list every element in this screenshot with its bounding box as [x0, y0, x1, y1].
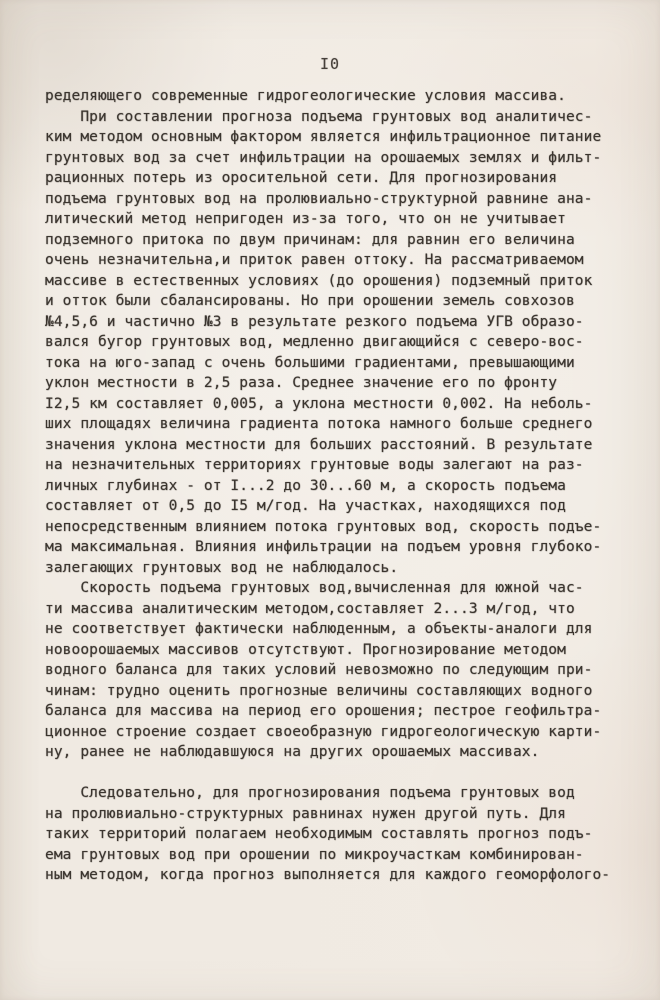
- page-text-block: [45, 86, 620, 886]
- text-line: очень незначительна,и приток равен оттоку. На рассматриваемом: [45, 252, 584, 268]
- text-line: составляет от 0,5 до I5 м/год. На участках, находящихся под: [45, 498, 566, 514]
- text-line: грунтовых вод за счет инфильтрации на орошаемых землях и фильт-: [45, 149, 602, 166]
- text-line: Скорость подъема грунтовых вод,вычисленная для южной час-: [45, 580, 584, 596]
- text-line: литический метод непригоден из-за того, что он не учитывает: [45, 211, 566, 227]
- text-line: водного баланса для таких условий невозможно по следующим при-: [45, 662, 593, 678]
- text-line: залегающих грунтовых вод не наблюдалось.: [45, 559, 399, 576]
- text-line: новоорошаемых массивов отсутствуют. Прогнозирование методом: [45, 641, 566, 658]
- paragraph-continuation: [45, 86, 620, 107]
- text-line: ределяющего современные гидрогеологические условия массива.: [45, 88, 566, 104]
- text-line: рационных потерь из оросительной сети. Для прогнозирования: [45, 170, 558, 186]
- text-line: баланса для массива на период его орошения; пестрое геофильтра-: [45, 703, 602, 719]
- text-line: ших площадях величина градиента потока намного больше среднего: [45, 416, 593, 432]
- text-line: массиве в естественных условиях (до орошения) подземный приток: [45, 272, 593, 289]
- text-line: ти массива аналитическим методом,составляет 2...3 м/год, что: [45, 600, 575, 617]
- text-line: ма максимальная. Влияния инфильтрации на подъем уровня глубоко-: [45, 539, 602, 555]
- text-line: чинам: трудно оценить прогнозные величины составляющих водного: [45, 682, 593, 699]
- text-line: непосредственным влиянием потока грунтовых вод, скорость подъе-: [45, 518, 602, 535]
- paragraph-spacer: [45, 763, 620, 784]
- text-line: на пролювиально-структурных равнинах нужен другой путь. Для: [45, 805, 566, 822]
- text-line: ционное строение создает своеобразную гидрогеологическую карти-: [45, 723, 602, 740]
- text-line: личных глубинах - от I...2 до 30...60 м, а скорость подъема: [45, 477, 566, 494]
- paragraph-conclusion: [45, 783, 620, 886]
- text-line: подземного притока по двум причинам: для равнин его величина: [45, 231, 575, 248]
- text-line: [45, 763, 620, 784]
- text-line: ну, ранее не наблюдавшуюся на других орошаемых массивах.: [45, 744, 540, 760]
- text-line: ким методом основным фактором является инфильтрационное питание: [45, 129, 602, 145]
- text-line: I2,5 км составляет 0,005, а уклона местности 0,002. На неболь-: [45, 395, 593, 412]
- text-line: подъема грунтовых вод на пролювиально-структурной равнине ана-: [45, 190, 593, 207]
- text-line: не соответствует фактически наблюденным, а объекты-аналоги для: [45, 621, 593, 637]
- text-line: №4,5,6 и частично №3 в результате резкого подъема УГВ образо-: [45, 313, 584, 330]
- text-line: тока на юго-запад с очень большими градиентами, превышающими: [45, 354, 575, 371]
- text-line: таких территорий полагаем необходимым составлять прогноз подъ-: [45, 826, 593, 842]
- text-line: и отток были сбалансированы. Но при орошении земель совхозов: [45, 293, 575, 309]
- text-line: ема грунтовых вод при орошении по микроучасткам комбинирован-: [45, 846, 584, 863]
- page-number: I0: [319, 55, 341, 73]
- text-line: вался бугор грунтовых вод, медленно двигающийся с северо-вос-: [45, 334, 584, 350]
- paragraph-analytical-method: [45, 107, 620, 579]
- text-line: При составлении прогноза подъема грунтовых вод аналитичес-: [45, 108, 593, 125]
- text-line: Следовательно, для прогнозирования подъема грунтовых вод: [45, 785, 575, 801]
- text-line: на незначительных территориях грунтовые воды залегают на раз-: [45, 457, 584, 473]
- text-line: уклон местности в 2,5 раза. Среднее значение его по фронту: [45, 375, 558, 391]
- paragraph-water-balance: [45, 578, 620, 763]
- text-line: ным методом, когда прогноз выполняется для каждого геоморфолого-: [45, 867, 611, 883]
- text-line: значения уклона местности для больших расстояний. В результате: [45, 436, 593, 453]
